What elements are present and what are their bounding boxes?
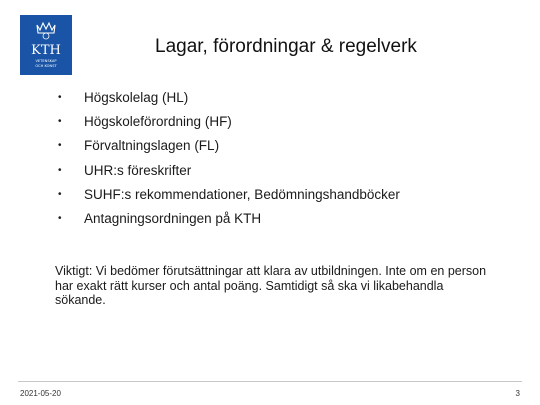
bullet-item xyxy=(58,89,400,113)
bullet-item xyxy=(58,137,400,161)
bullet-text: Förvaltningslagen (FL) xyxy=(84,138,220,154)
bullet-dot-icon: • xyxy=(58,212,62,224)
bullet-list xyxy=(58,89,400,234)
logo-text: KTH xyxy=(31,43,61,58)
bullet-text: SUHF:s rekommendationer, Bedömningshandböcker xyxy=(84,186,400,202)
bullet-item xyxy=(58,113,400,137)
bullet-text: UHR:s föreskrifter xyxy=(84,162,192,178)
bullet-text: Högskoleförordning (HF) xyxy=(84,114,232,130)
logo-subtext-line1: VETENSKAP xyxy=(35,59,57,63)
important-note: Viktigt: Vi bedömer förutsättningar att klara av utbildningen. Inte om en person har exakt rätt kurser och antal poäng. Samtidigt så ska vi likabehandla sökande. xyxy=(55,264,487,307)
bullet-dot-icon: • xyxy=(58,116,62,128)
kth-crest-icon xyxy=(20,15,72,75)
page-number: 3 xyxy=(515,389,520,398)
kth-logo xyxy=(20,15,72,75)
footer-date: 2021-05-20 xyxy=(20,389,61,398)
bullet-dot-icon: • xyxy=(58,92,62,103)
footer-divider xyxy=(18,381,522,382)
bullet-item xyxy=(58,210,400,234)
bullet-item xyxy=(58,162,400,186)
bullet-text: Antagningsordningen på KTH xyxy=(84,210,262,226)
bullet-text: Högskolelag (HL) xyxy=(84,90,189,105)
slide-title: Lagar, förordningar & regelverk xyxy=(155,36,417,57)
bullet-dot-icon: • xyxy=(58,140,62,152)
logo-subtext-line2: OCH KONST xyxy=(35,64,57,68)
bullet-item xyxy=(58,186,400,210)
bullet-dot-icon: • xyxy=(58,164,62,176)
bullet-dot-icon: • xyxy=(58,188,62,200)
